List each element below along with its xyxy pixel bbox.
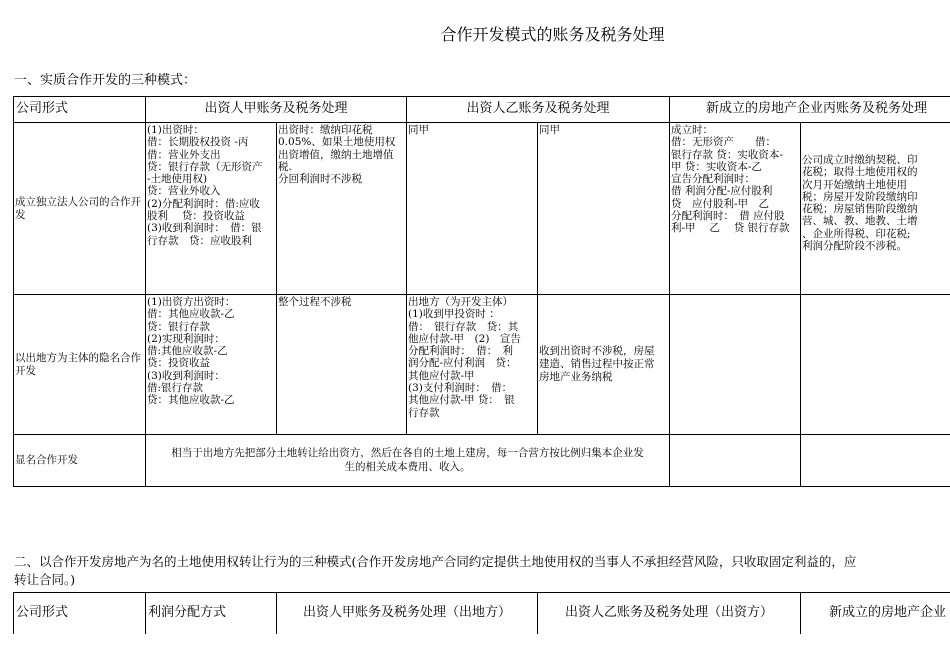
t2-header-profit-distribution: 利润分配方式 [148,605,227,620]
cell-named-cooperation-desc: 相当于出地方先把部分土地转让给出资方，然后在各自的土地上建房，每一合营方按比例归集本企业发 生的相关成本费用、收入。 [171,447,644,473]
row-label-hidden-cooperation: 以出地方为主体的隐名合作开发 [15,351,141,377]
header-investor-jia: 出资人甲账务及税务处理 [204,101,348,116]
cell-jia-tax-2: 整个过程不涉税 [278,296,352,308]
t2-header-company-form: 公司形式 [16,605,69,620]
cell-yi-tax-2: 收到出资时不涉税，房屋 建造、销售过程中按正常 房地产业务纳税 [539,345,655,383]
header-new-company-bing: 新成立的房地产企业丙账务及税务处理 [705,101,927,116]
cell-yi-accounting-2: 出地方（为开发主体） (1)收到甲投资时 ： 借： 银行存款 贷：其 他应付款-甲 (2) 宣告 分配利润时： 借： 利 润分配-应付利润 贷： 其他应付款-甲 (3)支付利润时： 借： 其他应付款-甲 贷： 银 行存款 [408,296,521,419]
table-land-transfer [13,592,950,634]
cell-bing-tax-1: 公司成立时缴纳契税、印 花税；取得土地使用权的 次月开始缴纳土地使用 税；房屋开发阶段缴纳印 花税；房屋销售阶段缴纳 营、城、教、地教、土增 、企业所得税、印花税; 利润分配阶段不涉税。 [802,154,918,253]
page-title: 合作开发模式的账务及税务处理 [440,25,665,44]
t2-header-investor-yi: 出资人乙账务及税务处理（出资方） [564,605,773,620]
cell-jia-tax-1: 出资时：缴纳印花税 0.05%、如果土地使用权 出资增值，缴纳土地增值 税. 分回利润时不涉税 [278,124,396,186]
cell-jia-accounting-1: (1)出资时： 借：长期股权投资 -丙 借：营业外支出 贷：银行存款（无形资产 -土地使用权) 贷：营业外收入 (2)分配利润时：借:应收 股利 贷：投资收益 (3)收到利润时： 借：银 行存款 贷：应收股利 [147,124,263,247]
section-1-heading: 一、实质合作开发的三种模式： [14,73,197,88]
cell-yi-accounting-1: 同甲 [408,124,429,136]
cell-yi-tax-1: 同甲 [539,124,560,136]
table-real-cooperation [13,96,950,488]
header-investor-yi: 出资人乙账务及税务处理 [466,101,610,116]
cell-jia-accounting-2: (1)出资方出资时： 借：其他应收款-乙 贷：银行存款 (2)实现利润时： 借:其他应收款-乙 贷：投资收益 (3)收到利润时： 借:银行存款 贷：其他应收款-乙 [147,296,236,407]
t2-header-new-company: 新成立的房地产企业 [829,605,947,620]
t2-header-investor-jia: 出资人甲账务及税务处理（出地方） [302,605,511,620]
section-2-heading: 二、以合作开发房地产为名的土地使用权转让行为的三种模式(合作开发房地产合同约定提供土地使用权的当事人不承担经营风险，只收取固定利益的，应 转让合同。) [14,554,857,587]
row-label-independent-company: 成立独立法人公司的合作开发 [15,195,141,221]
cell-bing-accounting-1: 成立时： 借：无形资产 借： 银行存款 贷：实收资本- 甲 贷：实收资本-乙 宣告分配利润时： 借 利润分配-应付股利 贷 应付股利-甲 乙 分配利润时： 借 应付股 利-甲 乙 贷 银行存款 [671,124,790,235]
header-company-form: 公司形式 [16,101,69,116]
row-label-named-cooperation: 显名合作开发 [15,454,78,466]
